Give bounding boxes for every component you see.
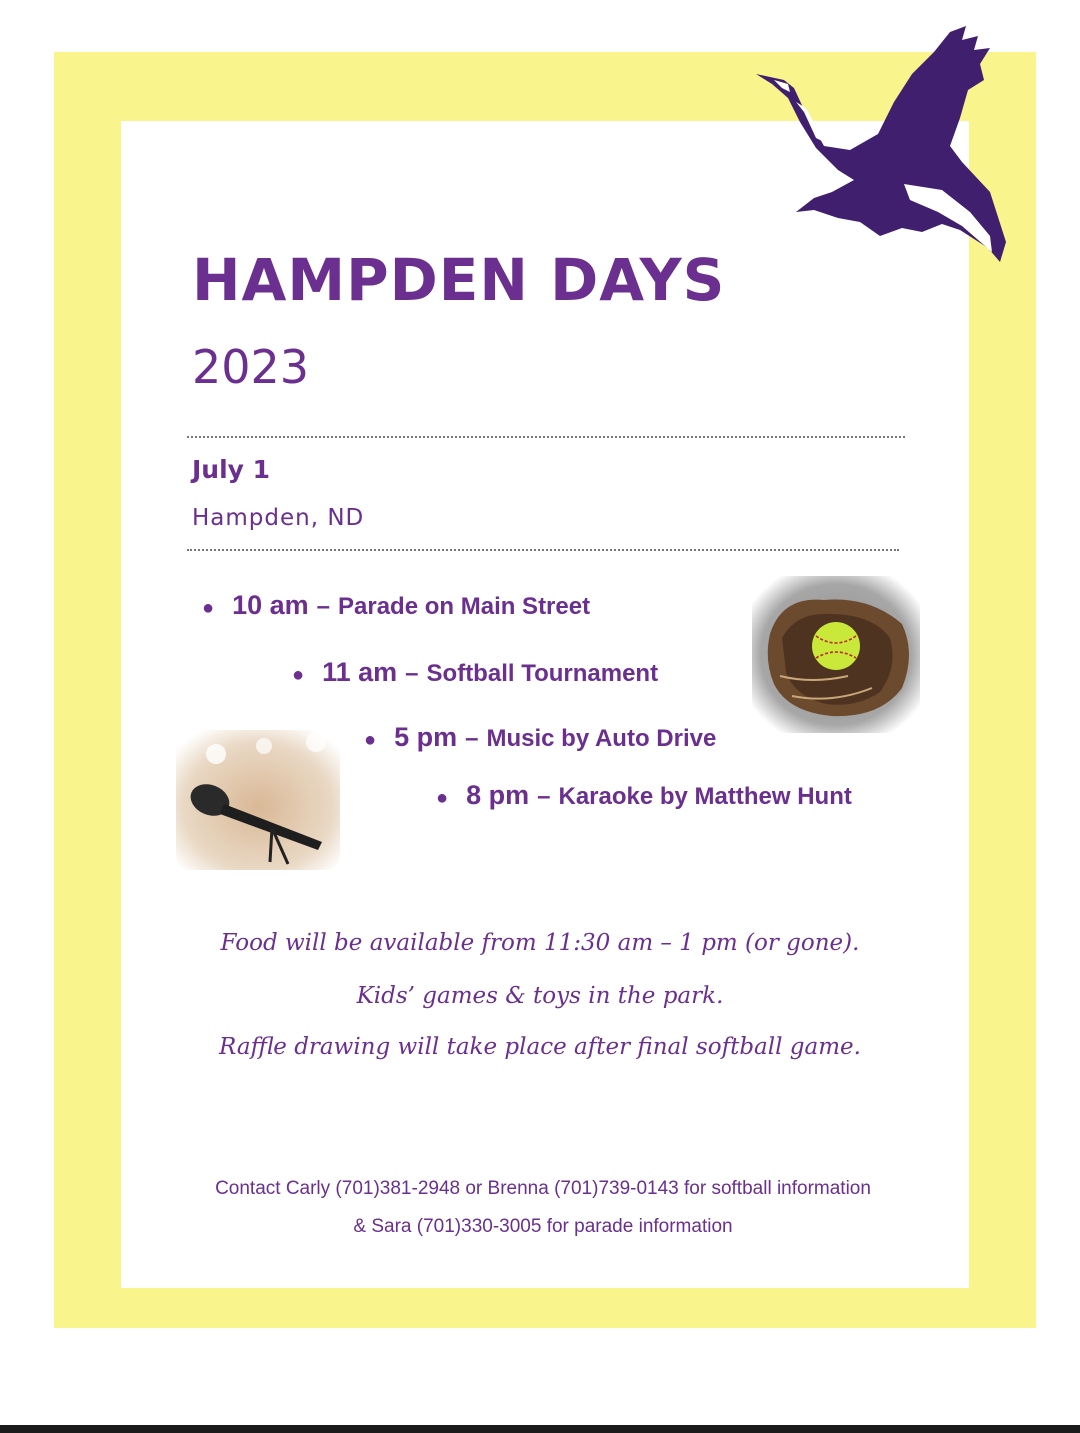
- event-item: [436, 780, 852, 811]
- event-year: 2023: [192, 340, 310, 394]
- kids-note: Kids’ games & toys in the park.: [356, 983, 724, 1009]
- bullet: ●: [202, 597, 215, 619]
- event-time: 10 am: [232, 590, 309, 620]
- contact-softball: Contact Carly (701)381-2948 or Brenna (701)739-0143 for softball information: [215, 1178, 871, 1199]
- contact-parade: & Sara (701)330-3005 for parade information: [353, 1216, 733, 1237]
- bullet: ●: [436, 787, 449, 809]
- event-description: Parade on Main Street: [338, 593, 591, 620]
- event-location: Hampden, ND: [192, 505, 365, 531]
- raffle-note: Raffle drawing will take place after final softball game.: [219, 1034, 861, 1060]
- microphone-photo: [176, 730, 340, 870]
- bottom-edge: [0, 1425, 1080, 1433]
- event-time: 8 pm: [466, 780, 530, 810]
- event-description: Softball Tournament: [426, 660, 659, 687]
- event-item: [292, 657, 658, 688]
- flying-goose-icon: [754, 22, 1010, 268]
- event-description: Music by Auto Drive: [486, 725, 717, 752]
- bullet: ●: [292, 664, 305, 686]
- bullet: ●: [364, 729, 377, 751]
- event-dash: –: [465, 725, 479, 752]
- event-description: Karaoke by Matthew Hunt: [558, 783, 852, 810]
- event-time: 11 am: [322, 657, 398, 687]
- softball-glove-photo: [752, 576, 920, 733]
- event-date: July 1: [192, 455, 271, 484]
- event-item: [364, 722, 716, 753]
- event-dash: –: [537, 783, 551, 810]
- event-item: [202, 590, 590, 621]
- event-dash: –: [316, 593, 331, 620]
- event-time: 5 pm: [394, 722, 458, 752]
- event-dash: –: [405, 660, 419, 687]
- divider-top: [187, 436, 905, 438]
- food-note: Food will be available from 11:30 am – 1 pm (or gone).: [220, 930, 860, 956]
- divider-bottom: [187, 549, 899, 551]
- event-title: HAMPDEN DAYS: [192, 246, 726, 314]
